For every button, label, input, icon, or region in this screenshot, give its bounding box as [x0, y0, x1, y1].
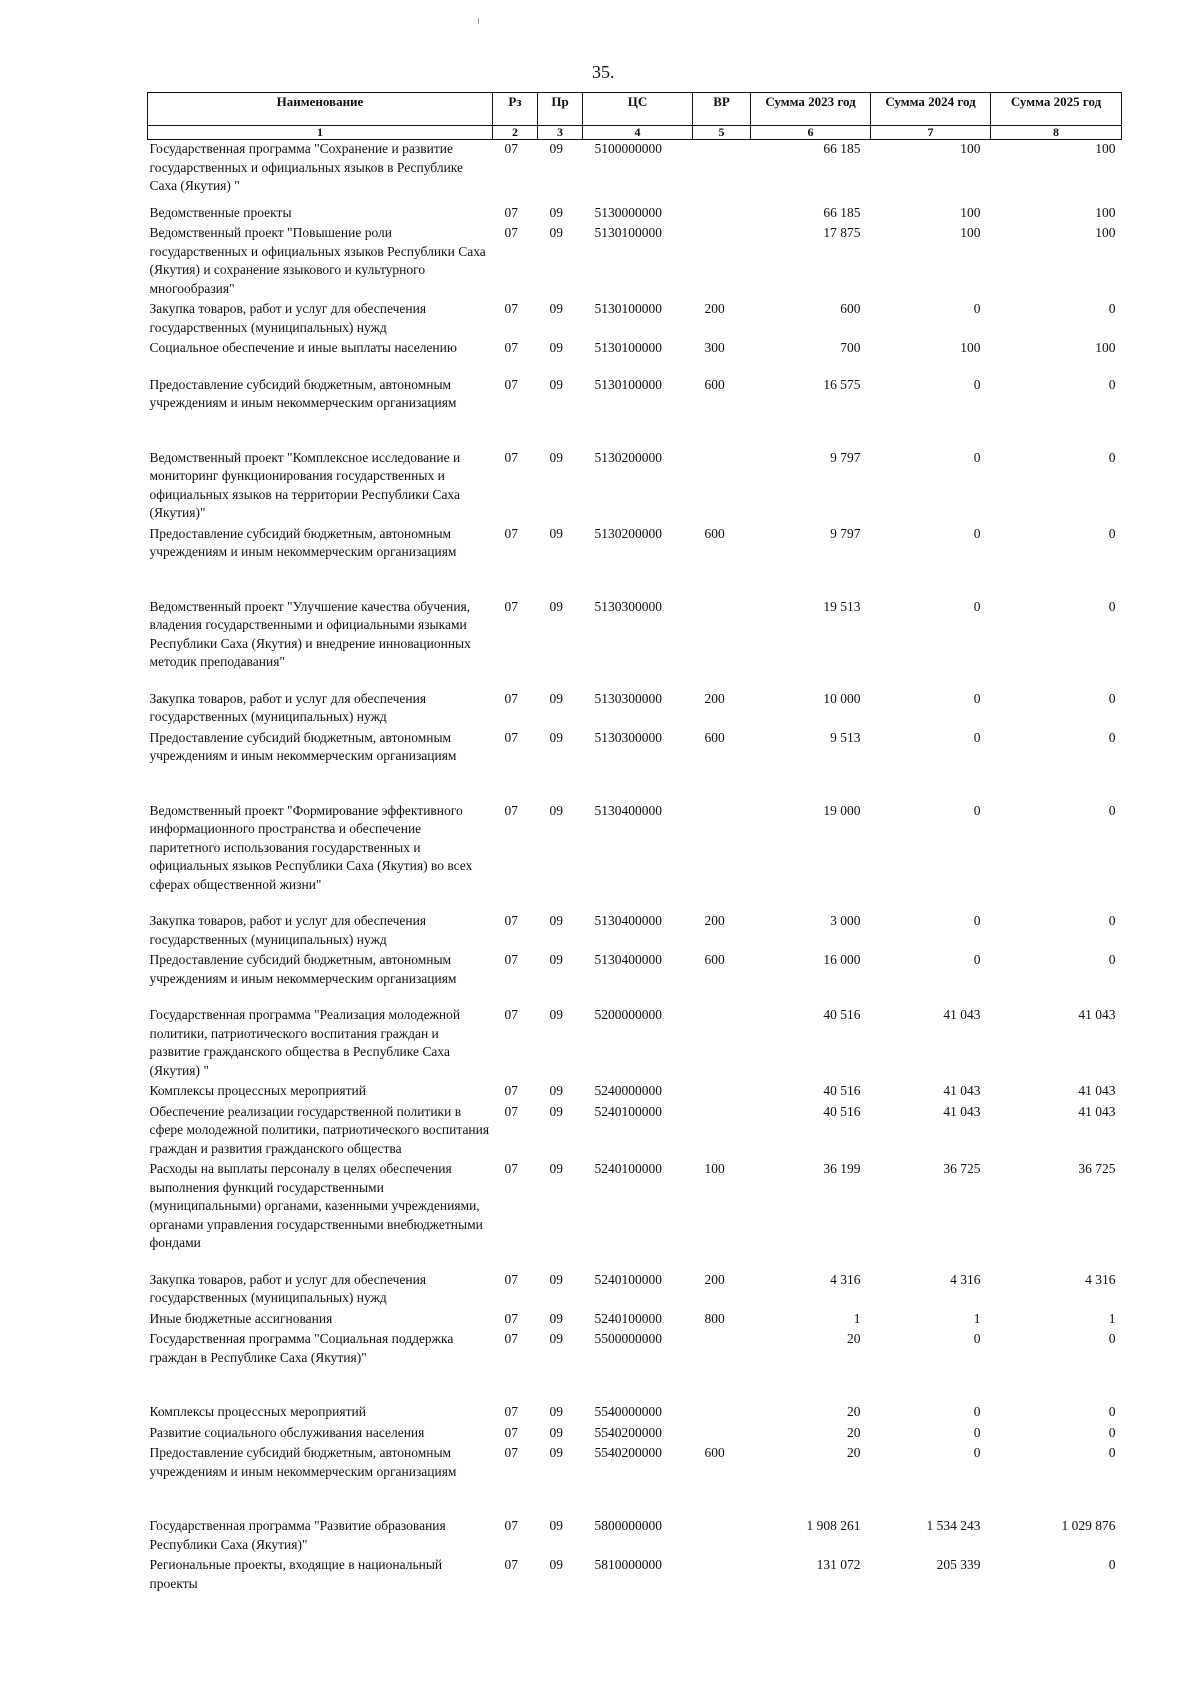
cell-s2024: 0 [973, 598, 981, 614]
cell-name: Государственная программа "Развитие образования Республики Саха (Якутия)" [149, 1518, 446, 1552]
table-row [148, 1160, 1122, 1271]
cell-pr: 09 [549, 952, 563, 967]
cell-name: Обеспечение реализации государственной политики в сфере молодежной политики, патриотического воспитания граждан и развития гражданского общества [149, 1103, 490, 1156]
cell-s2024: 41 043 [943, 1083, 981, 1098]
table-row [148, 1444, 1122, 1517]
cell-s2024: 0 [973, 690, 981, 706]
cell-rz: 07 [504, 1083, 518, 1098]
cell-s2025: 0 [1108, 802, 1116, 818]
cell-rz: 07 [504, 1271, 518, 1287]
cell-vr [693, 1556, 751, 1593]
cell-name: Предоставление субсидий бюджетным, автономным учреждениям и иным некоммерческим организациям [149, 1445, 457, 1479]
cell-rz: 07 [504, 141, 518, 156]
cell-s2024: 0 [973, 729, 981, 745]
cell-s2024: 0 [973, 449, 981, 465]
cell-s2023: 19 513 [823, 598, 861, 614]
cell-s2025: 0 [1108, 449, 1116, 465]
table-row [148, 1271, 1122, 1310]
cell-rz: 07 [504, 1310, 518, 1326]
cell-pr: 09 [549, 1331, 563, 1346]
cell-s2025: 36 725 [1078, 1161, 1116, 1176]
cell-rz: 07 [504, 340, 518, 355]
cell-cs: 5130100000 [594, 225, 662, 240]
col-index: 4 [583, 126, 693, 140]
header-row [148, 93, 1122, 126]
cell-rz: 07 [504, 802, 518, 818]
cell-cs: 5130100000 [594, 376, 662, 392]
cell-vr: 600 [704, 729, 725, 745]
column-index-row [148, 126, 1122, 140]
cell-s2025: 100 [1095, 141, 1116, 156]
col-index: 5 [693, 126, 751, 140]
cell-rz: 07 [504, 598, 518, 614]
cell-s2024: 0 [973, 525, 981, 541]
cell-cs: 5100000000 [594, 141, 662, 156]
cell-vr: 800 [704, 1310, 725, 1326]
cell-name: Закупка товаров, работ и услуг для обеспечения государственных (муниципальных) нужд [149, 913, 427, 947]
cell-vr [693, 1330, 751, 1403]
col-index: 7 [871, 126, 991, 140]
cell-vr [693, 598, 751, 690]
cell-s2024: 0 [973, 952, 981, 967]
cell-s2023: 16 575 [823, 376, 861, 392]
cell-cs: 5240100000 [594, 1310, 662, 1326]
cell-vr: 100 [704, 1161, 725, 1176]
col-index: 1 [148, 126, 493, 140]
cell-s2023: 600 [840, 301, 861, 316]
cell-s2023: 40 516 [823, 1083, 861, 1098]
cell-cs: 5130100000 [594, 340, 662, 355]
cell-s2024: 36 725 [943, 1161, 981, 1176]
cell-s2025: 0 [1108, 1445, 1116, 1460]
cell-s2023: 20 [847, 1404, 861, 1419]
cell-s2024: 205 339 [936, 1557, 981, 1572]
cell-rz: 07 [504, 1424, 518, 1440]
cell-rz: 07 [504, 376, 518, 392]
table-row [148, 376, 1122, 449]
cell-s2023: 66 185 [823, 204, 861, 220]
col-header-cs: ЦС [583, 93, 693, 126]
cell-s2025: 0 [1108, 525, 1116, 541]
cell-name: Расходы на выплаты персоналу в целях обеспечения выполнения функций государственными (муниципальными) органами, казенными учреждениями, органами управления государственными внебюджетными фондами [149, 1161, 483, 1250]
table-row [148, 690, 1122, 729]
cell-cs: 5130400000 [594, 913, 662, 928]
cell-pr: 09 [549, 376, 563, 392]
cell-s2024: 0 [973, 1445, 981, 1460]
cell-cs: 5800000000 [594, 1518, 662, 1533]
cell-cs: 5130200000 [594, 449, 662, 465]
cell-s2024: 41 043 [943, 1007, 981, 1022]
cell-s2025: 0 [1108, 1331, 1116, 1346]
cell-s2023: 19 000 [823, 802, 861, 818]
col-index: 2 [493, 126, 538, 140]
cell-name: Ведомственный проект "Формирование эффективного информационного пространства и обеспечение паритетного использования государственных и официальных языков Республики Саха (Якутия) во всех сферах общественной жизни" [149, 802, 473, 892]
cell-pr: 09 [549, 525, 563, 541]
cell-s2023: 9 797 [830, 525, 861, 541]
cell-pr: 09 [549, 1271, 563, 1287]
cell-vr [693, 1082, 751, 1103]
cell-name: Ведомственный проект "Комплексное исследование и мониторинг функционирования государственных и официальных языков на территории Республики Саха (Якутия)" [149, 449, 461, 520]
cell-vr [693, 140, 751, 204]
col-header-pr: Пр [538, 93, 583, 126]
cell-s2023: 40 516 [823, 1103, 861, 1119]
cell-s2023: 20 [847, 1445, 861, 1460]
cell-name: Ведомственный проект "Улучшение качества обучения, владения государственными и официальными языками Республики Саха (Якутия) и внедрение инновационных методик преподавания" [149, 598, 471, 669]
cell-s2025: 0 [1108, 598, 1116, 614]
cell-name: Государственная программа "Сохранение и развитие государственных и официальных языков в Республике Саха (Якутия) " [149, 141, 464, 193]
col-header-2025: Сумма 2025 год [991, 93, 1122, 126]
cell-s2025: 41 043 [1078, 1007, 1116, 1022]
cell-cs: 5200000000 [594, 1007, 662, 1022]
cell-rz: 07 [504, 952, 518, 967]
cell-vr [693, 1403, 751, 1424]
cell-cs: 5130300000 [594, 729, 662, 745]
cell-s2024: 0 [973, 802, 981, 818]
cell-pr: 09 [549, 340, 563, 355]
cell-vr [693, 224, 751, 300]
cell-name: Предоставление субсидий бюджетным, автономным учреждениям и иным некоммерческим организациям [149, 525, 457, 559]
cell-pr: 09 [549, 1103, 563, 1119]
col-header-2024: Сумма 2024 год [871, 93, 991, 126]
cell-s2024: 0 [973, 913, 981, 928]
table-row [148, 525, 1122, 598]
cell-vr: 200 [704, 301, 725, 316]
cell-name: Комплексы процессных мероприятий [149, 1404, 366, 1419]
cell-vr [693, 1517, 751, 1556]
cell-cs: 5130400000 [594, 802, 662, 818]
cell-name: Предоставление субсидий бюджетным, автономным учреждениям и иным некоммерческим организациям [149, 729, 457, 763]
cell-rz: 07 [504, 525, 518, 541]
cell-s2024: 100 [960, 204, 981, 220]
cell-cs: 5810000000 [594, 1557, 662, 1572]
cell-s2025: 41 043 [1078, 1103, 1116, 1119]
cell-s2023: 9 797 [830, 449, 861, 465]
cell-s2024: 41 043 [943, 1103, 981, 1119]
cell-cs: 5130100000 [594, 301, 662, 316]
cell-pr: 09 [549, 449, 563, 465]
col-header-name: Наименование [148, 93, 493, 126]
cell-pr: 09 [549, 1161, 563, 1176]
cell-rz: 07 [504, 1103, 518, 1119]
cell-rz: 07 [504, 1007, 518, 1022]
cell-s2025: 0 [1108, 376, 1116, 392]
cell-name: Комплексы процессных мероприятий [149, 1083, 366, 1098]
table-row [148, 140, 1122, 204]
cell-s2024: 0 [973, 301, 981, 316]
cell-s2025: 0 [1108, 690, 1116, 706]
table-row [148, 339, 1122, 376]
page-number: 35. [592, 62, 615, 82]
cell-pr: 09 [549, 1445, 563, 1460]
table-row [148, 598, 1122, 690]
table-row [148, 1330, 1122, 1403]
table-row [148, 449, 1122, 525]
cell-s2025: 100 [1095, 340, 1116, 355]
cell-pr: 09 [549, 1424, 563, 1440]
cell-pr: 09 [549, 690, 563, 706]
cell-s2024: 1 [973, 1310, 981, 1326]
cell-s2025: 100 [1095, 225, 1116, 240]
cell-s2024: 4 316 [950, 1271, 981, 1287]
cell-vr [693, 1424, 751, 1445]
cell-rz: 07 [504, 729, 518, 745]
scan-mark [478, 18, 479, 24]
cell-cs: 5540200000 [594, 1424, 662, 1440]
table-row [148, 204, 1122, 225]
cell-s2025: 1 [1108, 1310, 1116, 1326]
cell-s2024: 1 534 243 [926, 1518, 981, 1533]
cell-name: Региональные проекты, входящие в национальный проекты [149, 1557, 443, 1591]
cell-pr: 09 [549, 1404, 563, 1419]
cell-s2023: 17 875 [823, 225, 861, 240]
cell-rz: 07 [504, 1445, 518, 1460]
cell-vr: 200 [704, 690, 725, 706]
cell-rz: 07 [504, 1557, 518, 1572]
cell-name: Предоставление субсидий бюджетным, автономным учреждениям и иным некоммерческим организациям [149, 376, 457, 410]
cell-s2023: 20 [847, 1424, 861, 1440]
cell-name: Иные бюджетные ассигнования [149, 1310, 333, 1326]
cell-pr: 09 [549, 301, 563, 316]
cell-rz: 07 [504, 1161, 518, 1176]
cell-s2023: 40 516 [823, 1007, 861, 1022]
cell-pr: 09 [549, 1310, 563, 1326]
table-row [148, 802, 1122, 913]
col-header-rz: Рз [493, 93, 538, 126]
cell-rz: 07 [504, 225, 518, 240]
cell-cs: 5240100000 [594, 1271, 662, 1287]
cell-vr [693, 449, 751, 525]
cell-s2025: 100 [1095, 204, 1116, 220]
table-row [148, 1310, 1122, 1331]
cell-s2025: 0 [1108, 952, 1116, 967]
cell-s2024: 100 [960, 225, 981, 240]
cell-rz: 07 [504, 913, 518, 928]
table-row [148, 951, 1122, 1006]
cell-s2025: 0 [1108, 1557, 1116, 1572]
cell-s2023: 10 000 [823, 690, 861, 706]
cell-vr: 200 [704, 913, 725, 928]
col-header-vr: ВР [693, 93, 751, 126]
cell-s2024: 0 [973, 376, 981, 392]
cell-vr: 600 [704, 952, 725, 967]
cell-pr: 09 [549, 141, 563, 156]
cell-s2025: 4 316 [1085, 1271, 1116, 1287]
budget-table [147, 92, 1122, 1593]
table-row [148, 1103, 1122, 1161]
cell-s2023: 66 185 [823, 141, 861, 156]
cell-s2025: 0 [1108, 1404, 1116, 1419]
cell-cs: 5540000000 [594, 1404, 662, 1419]
cell-rz: 07 [504, 1518, 518, 1533]
cell-vr: 200 [704, 1271, 725, 1287]
cell-s2024: 0 [973, 1331, 981, 1346]
cell-s2023: 16 000 [823, 952, 861, 967]
cell-cs: 5130400000 [594, 952, 662, 967]
cell-pr: 09 [549, 1007, 563, 1022]
cell-cs: 5240100000 [594, 1161, 662, 1176]
cell-rz: 07 [504, 1404, 518, 1419]
table-row [148, 912, 1122, 951]
cell-name: Закупка товаров, работ и услуг для обеспечения государственных (муниципальных) нужд [149, 1271, 427, 1305]
table-row [148, 1403, 1122, 1424]
cell-name: Ведомственные проекты [149, 204, 292, 220]
cell-name: Предоставление субсидий бюджетным, автономным учреждениям и иным некоммерческим организациям [149, 952, 457, 986]
col-index: 3 [538, 126, 583, 140]
cell-cs: 5240000000 [594, 1083, 662, 1098]
cell-rz: 07 [504, 449, 518, 465]
cell-s2023: 1 908 261 [806, 1518, 861, 1533]
cell-s2025: 0 [1108, 301, 1116, 316]
table-row [148, 1517, 1122, 1556]
cell-s2025: 0 [1108, 729, 1116, 745]
table-row [148, 1082, 1122, 1103]
cell-cs: 5540200000 [594, 1445, 662, 1460]
cell-vr: 600 [704, 1445, 725, 1460]
cell-rz: 07 [504, 301, 518, 316]
cell-vr: 300 [704, 340, 725, 355]
table-row [148, 1556, 1122, 1593]
cell-rz: 07 [504, 204, 518, 220]
cell-vr [693, 204, 751, 225]
table-row [148, 300, 1122, 339]
cell-s2023: 3 000 [830, 913, 861, 928]
cell-cs: 5240100000 [594, 1103, 662, 1119]
cell-vr [693, 1006, 751, 1082]
cell-name: Ведомственный проект "Повышение роли государственных и официальных языков Республики Саха (Якутия) и сохранение языкового и культурного многообразия" [149, 225, 486, 296]
cell-vr [693, 1103, 751, 1161]
cell-vr: 600 [704, 525, 725, 541]
cell-s2023: 20 [847, 1331, 861, 1346]
cell-s2024: 0 [973, 1424, 981, 1440]
table-row [148, 1006, 1122, 1082]
cell-name: Закупка товаров, работ и услуг для обеспечения государственных (муниципальных) нужд [149, 690, 427, 724]
cell-s2023: 1 [853, 1310, 861, 1326]
cell-cs: 5500000000 [594, 1331, 662, 1346]
cell-vr [693, 802, 751, 913]
table-row [148, 729, 1122, 802]
cell-s2025: 41 043 [1078, 1083, 1116, 1098]
col-header-2023: Сумма 2023 год [751, 93, 871, 126]
cell-name: Государственная программа "Социальная поддержка граждан в Республике Саха (Якутия)" [149, 1331, 454, 1365]
cell-cs: 5130000000 [594, 204, 662, 220]
cell-s2023: 700 [840, 340, 861, 355]
col-index: 8 [991, 126, 1122, 140]
cell-rz: 07 [504, 1331, 518, 1346]
cell-vr: 600 [704, 376, 725, 392]
cell-s2025: 0 [1108, 913, 1116, 928]
cell-pr: 09 [549, 1557, 563, 1572]
cell-name: Социальное обеспечение и иные выплаты населению [149, 340, 457, 355]
cell-pr: 09 [549, 1083, 563, 1098]
cell-cs: 5130200000 [594, 525, 662, 541]
cell-s2023: 36 199 [823, 1161, 861, 1176]
cell-cs: 5130300000 [594, 598, 662, 614]
cell-pr: 09 [549, 204, 563, 220]
table-row [148, 1424, 1122, 1445]
table-body [148, 140, 1122, 1594]
table-row [148, 224, 1122, 300]
cell-pr: 09 [549, 1518, 563, 1533]
cell-s2024: 100 [960, 141, 981, 156]
cell-name: Закупка товаров, работ и услуг для обеспечения государственных (муниципальных) нужд [149, 301, 427, 335]
col-index: 6 [751, 126, 871, 140]
cell-pr: 09 [549, 802, 563, 818]
cell-pr: 09 [549, 225, 563, 240]
cell-s2023: 9 513 [830, 729, 861, 745]
cell-s2025: 0 [1108, 1424, 1116, 1440]
cell-s2023: 131 072 [816, 1557, 861, 1572]
cell-s2024: 0 [973, 1404, 981, 1419]
cell-s2024: 100 [960, 340, 981, 355]
cell-pr: 09 [549, 913, 563, 928]
cell-pr: 09 [549, 598, 563, 614]
cell-pr: 09 [549, 729, 563, 745]
cell-cs: 5130300000 [594, 690, 662, 706]
cell-s2023: 4 316 [830, 1271, 861, 1287]
cell-s2025: 1 029 876 [1061, 1518, 1116, 1533]
cell-name: Развитие социального обслуживания населения [149, 1424, 425, 1440]
cell-rz: 07 [504, 690, 518, 706]
cell-name: Государственная программа "Реализация молодежной политики, патриотического воспитания граждан и развитие гражданского общества в Республике Саха (Якутия) " [149, 1007, 461, 1078]
